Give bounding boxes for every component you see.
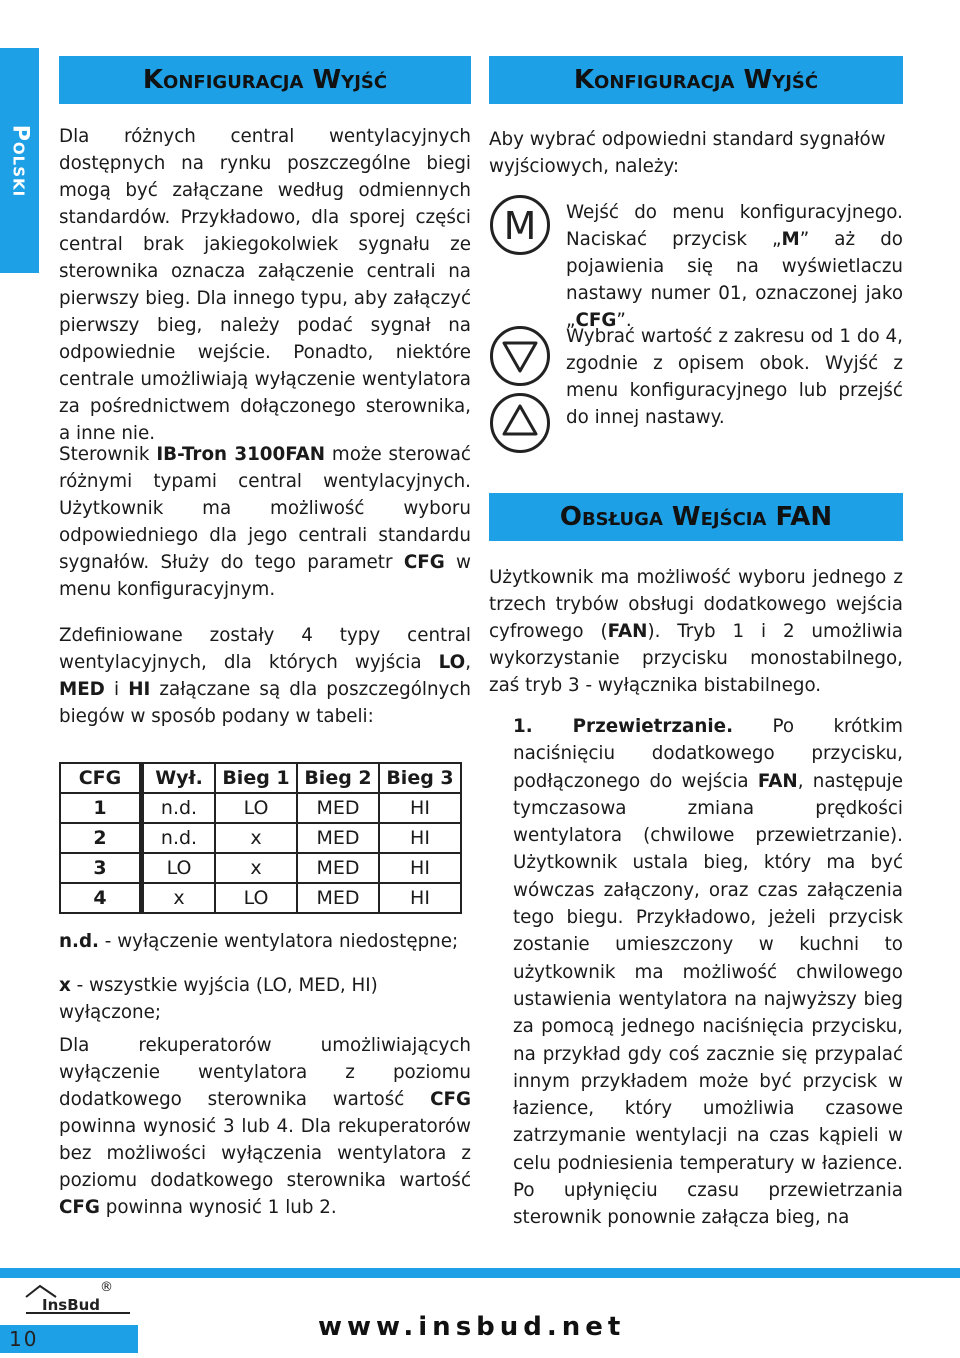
down-arrow-button-icon xyxy=(489,325,551,387)
table-note-nd: n.d. - wyłączenie wentylatora niedostępne; xyxy=(59,931,459,952)
fan-section-header xyxy=(489,493,903,541)
table-cell: MED xyxy=(297,883,379,913)
table-row xyxy=(60,823,461,853)
table-cell: x xyxy=(215,823,297,853)
left-section-header xyxy=(59,56,471,104)
table-cell: x xyxy=(142,883,216,913)
table-row xyxy=(60,853,461,883)
page-number-box xyxy=(0,1325,138,1353)
table-cell: HI xyxy=(379,823,461,853)
table-header-cell: Bieg 1 xyxy=(215,763,297,793)
fan-intro-paragraph: Użytkownik ma możliwość wyboru jednego z trzech trybów obsługi dodatkowego wejścia cyfrowego (FAN). Tryb 1 i 2 umożliwia wykorzystanie przycisku monostabilnego, zaś tryb 3 - wyłącznika bistabilnego. xyxy=(489,567,903,696)
table-cell: n.d. xyxy=(142,823,216,853)
page-number: 10 xyxy=(9,1327,39,1351)
table-header-cell: Wył. xyxy=(142,763,216,793)
table-cell: MED xyxy=(297,793,379,823)
table-row xyxy=(60,793,461,823)
table-cell: 1 xyxy=(60,793,142,823)
table-header-cell: Bieg 3 xyxy=(379,763,461,793)
table-cell: 2 xyxy=(60,823,142,853)
left-paragraph-3: Zdefiniowane zostały 4 typy central wentylacyjnych, dla których wyjścia LO, MED i HI załączane są dla poszczególnych biegów w sposób podany w tabeli: xyxy=(59,625,471,727)
right-section-header xyxy=(489,56,903,104)
table-note-x: x - wszystkie wyjścia (LO, MED, HI) wyłączone; xyxy=(59,975,378,1023)
table-cell: HI xyxy=(379,853,461,883)
website-url[interactable]: www.insbud.net xyxy=(318,1312,626,1342)
footer-bar xyxy=(0,1268,960,1278)
table-cell: MED xyxy=(297,853,379,883)
table-header-cell: Bieg 2 xyxy=(297,763,379,793)
table-cell: n.d. xyxy=(142,793,216,823)
fan-mode-1-item: 1. Przewietrzanie. Po krótkim naciśnięciu dodatkowego przycisku, podłączonego do wejścia FAN, następuje tymczasowa zmiana prędkości wentylatora (chwilowe przewietrzanie). Użytkownik ustala bieg, który ma być wówczas załączony, oraz czas załączenia tego biegu. Przykładowo, jeżeli przycisk zostanie umieszczony w kuchni to użytkownik ma możliwość chwilowego ustawienia wentylatora na najwyższy bieg za pomocą jednego naciśnięcia przycisku, na przykład gdy coś zacznie się przypalać innym przykładem może być przycisk w łazience, który umożliwia czasowe zatrzymanie wentylacji na czas kąpieli w celu podniesienia temperatury w łazience. Po upłynięciu czasu przewietrzania sterownik ponownie załącza bieg, na xyxy=(513,716,903,1229)
table-cell: LO xyxy=(215,883,297,913)
insbud-logo xyxy=(22,1280,134,1327)
step-2-text: Wybrać wartość z zakresu od 1 do 4, zgodnie z opisem obok. Wyjść z menu konfiguracyjnego lub przejść do innej nastawy. xyxy=(566,326,903,428)
table-cell: 3 xyxy=(60,853,142,883)
left-section-title: Konfiguracja Wyjść xyxy=(142,65,388,95)
up-arrow-button-icon xyxy=(489,392,551,454)
table-cell: LO xyxy=(215,793,297,823)
table-row xyxy=(60,883,461,913)
table-cell: HI xyxy=(379,793,461,823)
table-cell: 4 xyxy=(60,883,142,913)
table-cell: MED xyxy=(297,823,379,853)
m-button-icon xyxy=(489,194,551,256)
registered-mark: ® xyxy=(100,1280,113,1295)
language-tab xyxy=(0,48,39,273)
left-paragraph-2: Sterownik IB-Tron 3100FAN może sterować różnymi typami central wentylacyjnych. Użytkownik ma możliwość wyboru odpowiedniego dla jego centrali standardu sygnałów. Służy do tego parametr CFG w menu konfiguracyjnym. xyxy=(59,444,471,600)
left-paragraph-1: Dla różnych central wentylacyjnych dostępnych na rynku poszczególne biegi mogą być załączane według odmiennych standardów. Przykładowo, dla sporej części central brak jakiegokolwiek sygnału ze sterownika oznacza załączenie centrali na pierwszy bieg. Dla innego typu, aby załączyć pierwszy bieg, należy podać sygnał na odpowiednie wejście. Ponadto, niektóre centrale umożliwiają wyłączenie wentylatora za pośrednictwem dołączonego sterownika, a inne nie. xyxy=(59,126,471,444)
table-cell: LO xyxy=(142,853,216,883)
table-header-cell: CFG xyxy=(60,763,142,793)
svg-text:InsBud: InsBud xyxy=(42,1296,101,1314)
table-cell: HI xyxy=(379,883,461,913)
cfg-table xyxy=(59,762,462,914)
step-1-text: Wejść do menu konfiguracyjnego. Naciskać przycisk „M” aż do pojawienia się na wyświetlaczu nastawy numer 01, oznaczonej jako „CFG”. xyxy=(566,202,903,331)
table-cell: x xyxy=(215,853,297,883)
right-section-title: Konfiguracja Wyjść xyxy=(573,65,819,95)
left-paragraph-4: Dla rekuperatorów umożliwiających wyłączenie wentylatora z poziomu dodatkowego sterownika wartość CFG powinna wynosić 3 lub 4. Dla rekuperatorów bez możliwości wyłączenia wentylatora z poziomu dodatkowego sterownika wartość CFG powinna wynosić 1 lub 2. xyxy=(59,1035,471,1218)
fan-section-title: Obsługa Wejścia FAN xyxy=(559,502,833,532)
right-intro: Aby wybrać odpowiedni standard sygnałów wyjściowych, należy: xyxy=(489,129,886,177)
language-tab-label: Polski xyxy=(7,124,32,197)
svg-text:M: M xyxy=(503,204,537,248)
cfg-table-header-row xyxy=(60,763,461,793)
